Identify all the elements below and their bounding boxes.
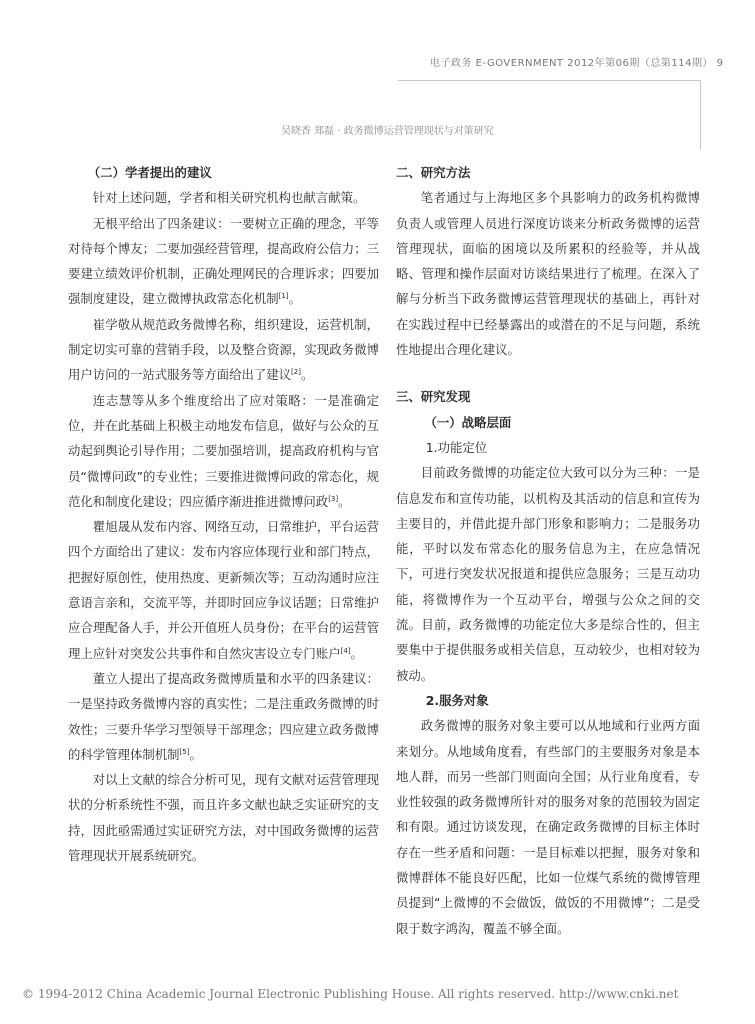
copyright-footer: © 1994-2012 China Academic Journal Electronic Publishing House. All rights reserved. http://www.cnki.net <box>22 987 679 1001</box>
citation-ref: [5] <box>179 747 190 756</box>
section-heading-scholar-suggestions: （二）学者提出的建议 <box>87 165 212 180</box>
citation-ref: [1] <box>278 292 289 301</box>
paragraph: 无根平给出了四条建议：一要树立正确的理念，平等对待每个博友；二要加强经营管理，提高政府公信力；三要建立绩效评价机制，正确处理网民的合理诉求；四要加强制度建设，建立微博执政常态化机制[1]。 <box>68 215 379 307</box>
citation-ref: [4] <box>340 646 351 655</box>
paragraph: 政务微博的服务对象主要可以从地域和行业两方面来划分。从地域角度看，有些部门的主要服务对象是本地人群，而另一些部门则面向全国；从行业角度看，专业性较强的政务微博所针对的服务对象的范围较为固定和有限。通过访谈发现，在确定政务微博的目标主体时存在一些矛盾和问题：一是目标难以把握，服务对象和微博群体不能良好匹配，比如一位煤气系统的微博管理员提到“上微博的不会做饭，做饭的不用微博”；二是受限于数字鸿沟，覆盖不够全面。 <box>396 718 700 936</box>
side-rule <box>700 80 701 150</box>
section-heading-findings: 三、研究发现 <box>396 389 471 405</box>
paragraph: 目前政务微博的功能定位大致可以分为三种：一是信息发布和宣传功能，以机构及其活动的信息和宣传为主要目的，并借此提升部门形象和影响力；二是服务功能，平时以发布常态化的服务信息为主，在应急情况下，可进行突发状况报道和提供应急服务；三是互动功能，将微博作为一个互动平台，增强与公众之间的交流。目前，政务微博的功能定位大多是综合性的，但主要集中于提供服务或相关信息，互动较少，也相对较为被动。 <box>396 465 700 683</box>
paragraph: 对以上文献的综合分析可见，现有文献对运营管理现状的分析系统性不强，而且许多文献也缺乏实证研究的支持，因此亟需通过实证研究方法，对中国政务微博的运营管理现状开展系统研究。 <box>68 772 379 864</box>
journal-header: 电子政务 E-GOVERNMENT 2012年第06期（总第114期） 9 <box>430 58 724 69</box>
header-rule <box>398 80 700 81</box>
item-heading-audience: 2.服务对象 <box>425 692 489 708</box>
citation-ref: [2] <box>291 368 301 377</box>
section-heading-methods: 二、研究方法 <box>396 165 471 180</box>
paragraph: 瞿旭晟从发布内容、网络互动，日常维护，平台运营四个方面给出了建议：发布内容应体现行业和部门特点，把握好原创性，使用热度、更新频次等；互动沟通时应注意语言亲和，交流平等，并即时回应争议话题；日常维护应合理配备人手，并公开值班人员身份；在平台的运营管理上应针对突发公共事件和自然灾害设立专门账户[4]。 <box>68 519 379 661</box>
paragraph: 崔学敬从规范政务微博名称，组织建设，运营机制，制定切实可靠的营销手段，以及整合资源，实现政务微博用户访问的一站式服务等方面给出了建议[2]。 <box>68 316 379 383</box>
citation-ref: [3] <box>328 494 339 503</box>
left-column <box>68 160 379 868</box>
item-heading-function: 1.功能定位 <box>425 439 488 455</box>
paragraph: 董立人提出了提高政务微博质量和水平的四条建议：一是坚持政务微博内容的真实性；二是注重政务微博的时效性；三要升华学习型领导干部理念；四应建立政务微博的科学管理体制机制[5]。 <box>68 670 379 762</box>
paragraph: 针对上述问题，学者和相关研究机构也献言献策。 <box>92 190 366 206</box>
paragraph: 连志慧等从多个维度给出了应对策略：一是准确定位，并在此基础上积极主动地发布信息，做好与公众的互动起到舆论引导作用；二要加强培训，提高政府机构与官员“微博问政”的专业性；三要推进微博问政的常态化，规范化和制度化建设；四应循序渐进推进微博问政[3]。 <box>68 392 379 509</box>
right-column <box>396 160 700 941</box>
subsection-heading-strategy: （一）战略层面 <box>424 414 512 430</box>
running-head: 吴晓香 郑磊 · 政务微博运营管理现状与对策研究 <box>281 126 494 137</box>
paragraph: 笔者通过与上海地区多个具影响力的政务机构微博负责人或管理人员进行深度访谈来分析政务微博的运营管理现状，面临的困境以及所累积的经验等，并从战略、管理和操作层面对访谈结果进行了梳理。在深入了解与分析当下政务微博运营管理现状的基础上，再针对在实践过程中已经暴露出的或潜在的不足与问题，系统性地提出合理化建议。 <box>396 190 700 358</box>
